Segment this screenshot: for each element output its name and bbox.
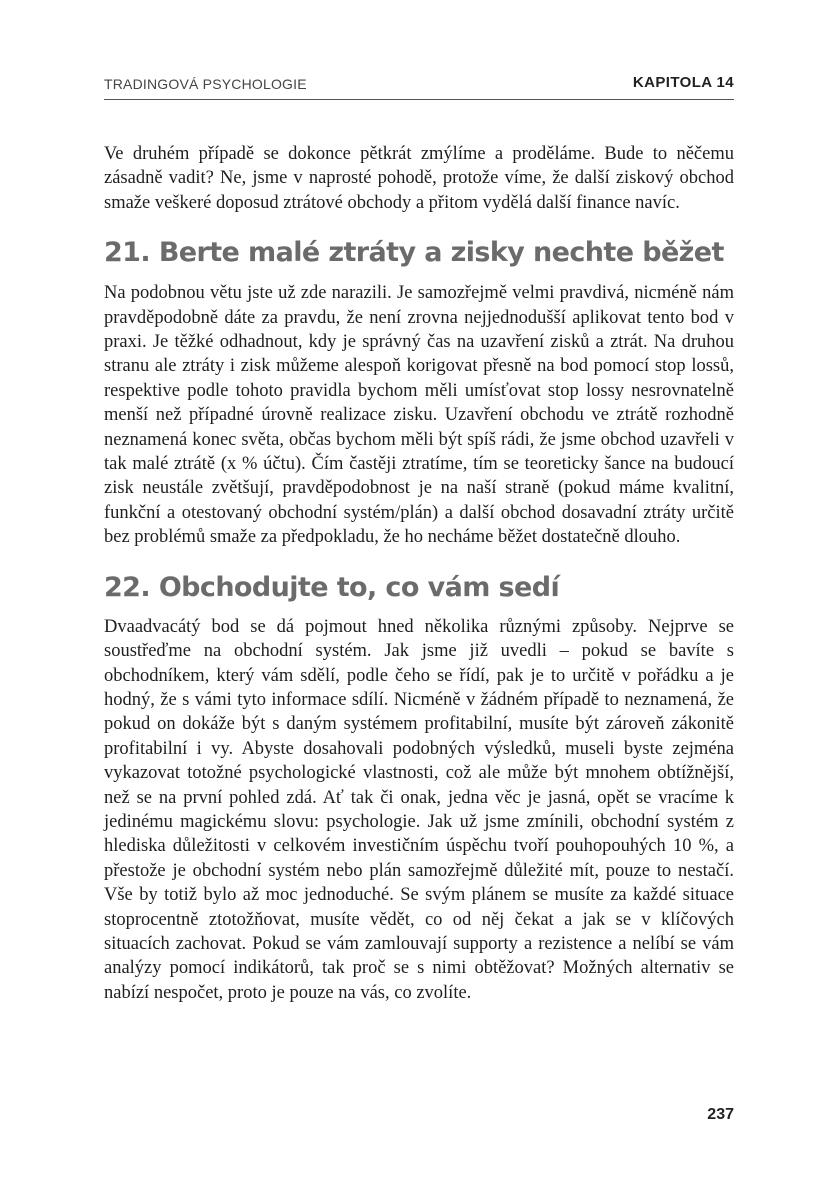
section-paragraph-22: Dvaadvacátý bod se dá pojmout hned několika různými způsoby. Nejprve se soustřeďme na obchodní systém. Jak jsme již uvedli – pokud se bavíte s obchodníkem, který vám sdělí, podle čeho se řídí, pak je to určitě v pořádku a je hodný, že s vámi tyto informace sdílí. Nicméně v žádném případě to neznamená, že pokud on dokáže být s daným systémem profitabilní, musíte být zároveň zákonitě profitabilní i vy. Abyste dosahovali podobných výsledků, museli byste zejména vykazovat totožné psychologické vlastnosti, což ale může být mnohem obtížnější, než se na první pohled zdá. Ať tak či onak, jedna věc je jasná, opět se vracíme k jedinému magickému slovu: psychologie. Jak už jsme zmínili, obchodní systém z hlediska důležitosti v celkovém investičním úspěchu tvoří pouhopouhých 10 %, a přestože je obchodní systém nebo plán samozřejmě důležité mít, pouze to nestačí. Vše by totiž bylo až moc jednoduché. Se svým plánem se musíte za každé situace stoprocentně ztotožňovat, musíte vědět, co od něj čekat a jak se v klíčových situacích zachovat. Pokud se vám zamlouvají supporty a rezistence a nelíbí se vám analýzy pomocí indikátorů, tak proč se s nimi obtěžovat? Možných alternativ se nabízí nespočet, proto je pouze na vás, co zvolíte. [104, 616, 734, 1003]
section-heading-22: 22. Obchodujte to, co vám sedí [104, 571, 560, 603]
running-header [104, 74, 734, 98]
page-number: 237 [707, 1106, 734, 1123]
section-heading-21: 21. Berte malé ztráty a zisky nechte běžet [104, 237, 724, 269]
intro-paragraph: Ve druhém případě se dokonce pětkrát zmýlíme a proděláme. Bude to něčemu zásadně vadit? Ne, jsme v naprosté pohodě, protože víme, že další ziskový obchod smaže veškeré doposud ztrátové obchody a přitom vydělá další finance navíc. [104, 144, 734, 213]
header-divider [104, 99, 734, 100]
book-title: TRADINGOVÁ PSYCHOLOGIE [104, 76, 307, 92]
chapter-label: KAPITOLA 14 [632, 74, 734, 91]
page-body [104, 142, 734, 1005]
section-paragraph-21: Na podobnou větu jste už zde narazili. Je samozřejmě velmi pravdivá, nicméně nám pravděpodobně dáte za pravdu, že není zrovna nejjednodušší aplikovat tento bod v praxi. Je těžké odhadnout, kdy je správný čas na uzavření zisků a ztrát. Na druhou stranu ale ztráty i zisk můžeme alespoň korigovat přesně na bod pomocí stop lossů, respektive podle tohoto pravidla bychom měli umísťovat stop lossy nesrovnatelně menší než případné úrovně realizace zisku. Uzavření obchodu ve ztrátě rozhodně neznamená konec světa, občas bychom měli být spíš rádi, že jsme obchod uzavřeli v tak malé ztrátě (x % účtu). Čím častěji ztratíme, tím se teoreticky šance na budoucí zisk neustále zvětšují, pravděpodobnost je na naší straně (pokud máme kvalitní, funkční a otestovaný obchodní systém/plán) a další obchod dosavadní ztráty určitě bez problémů smaže za předpokladu, že ho necháme běžet dostatečně dlouho. [104, 283, 734, 548]
